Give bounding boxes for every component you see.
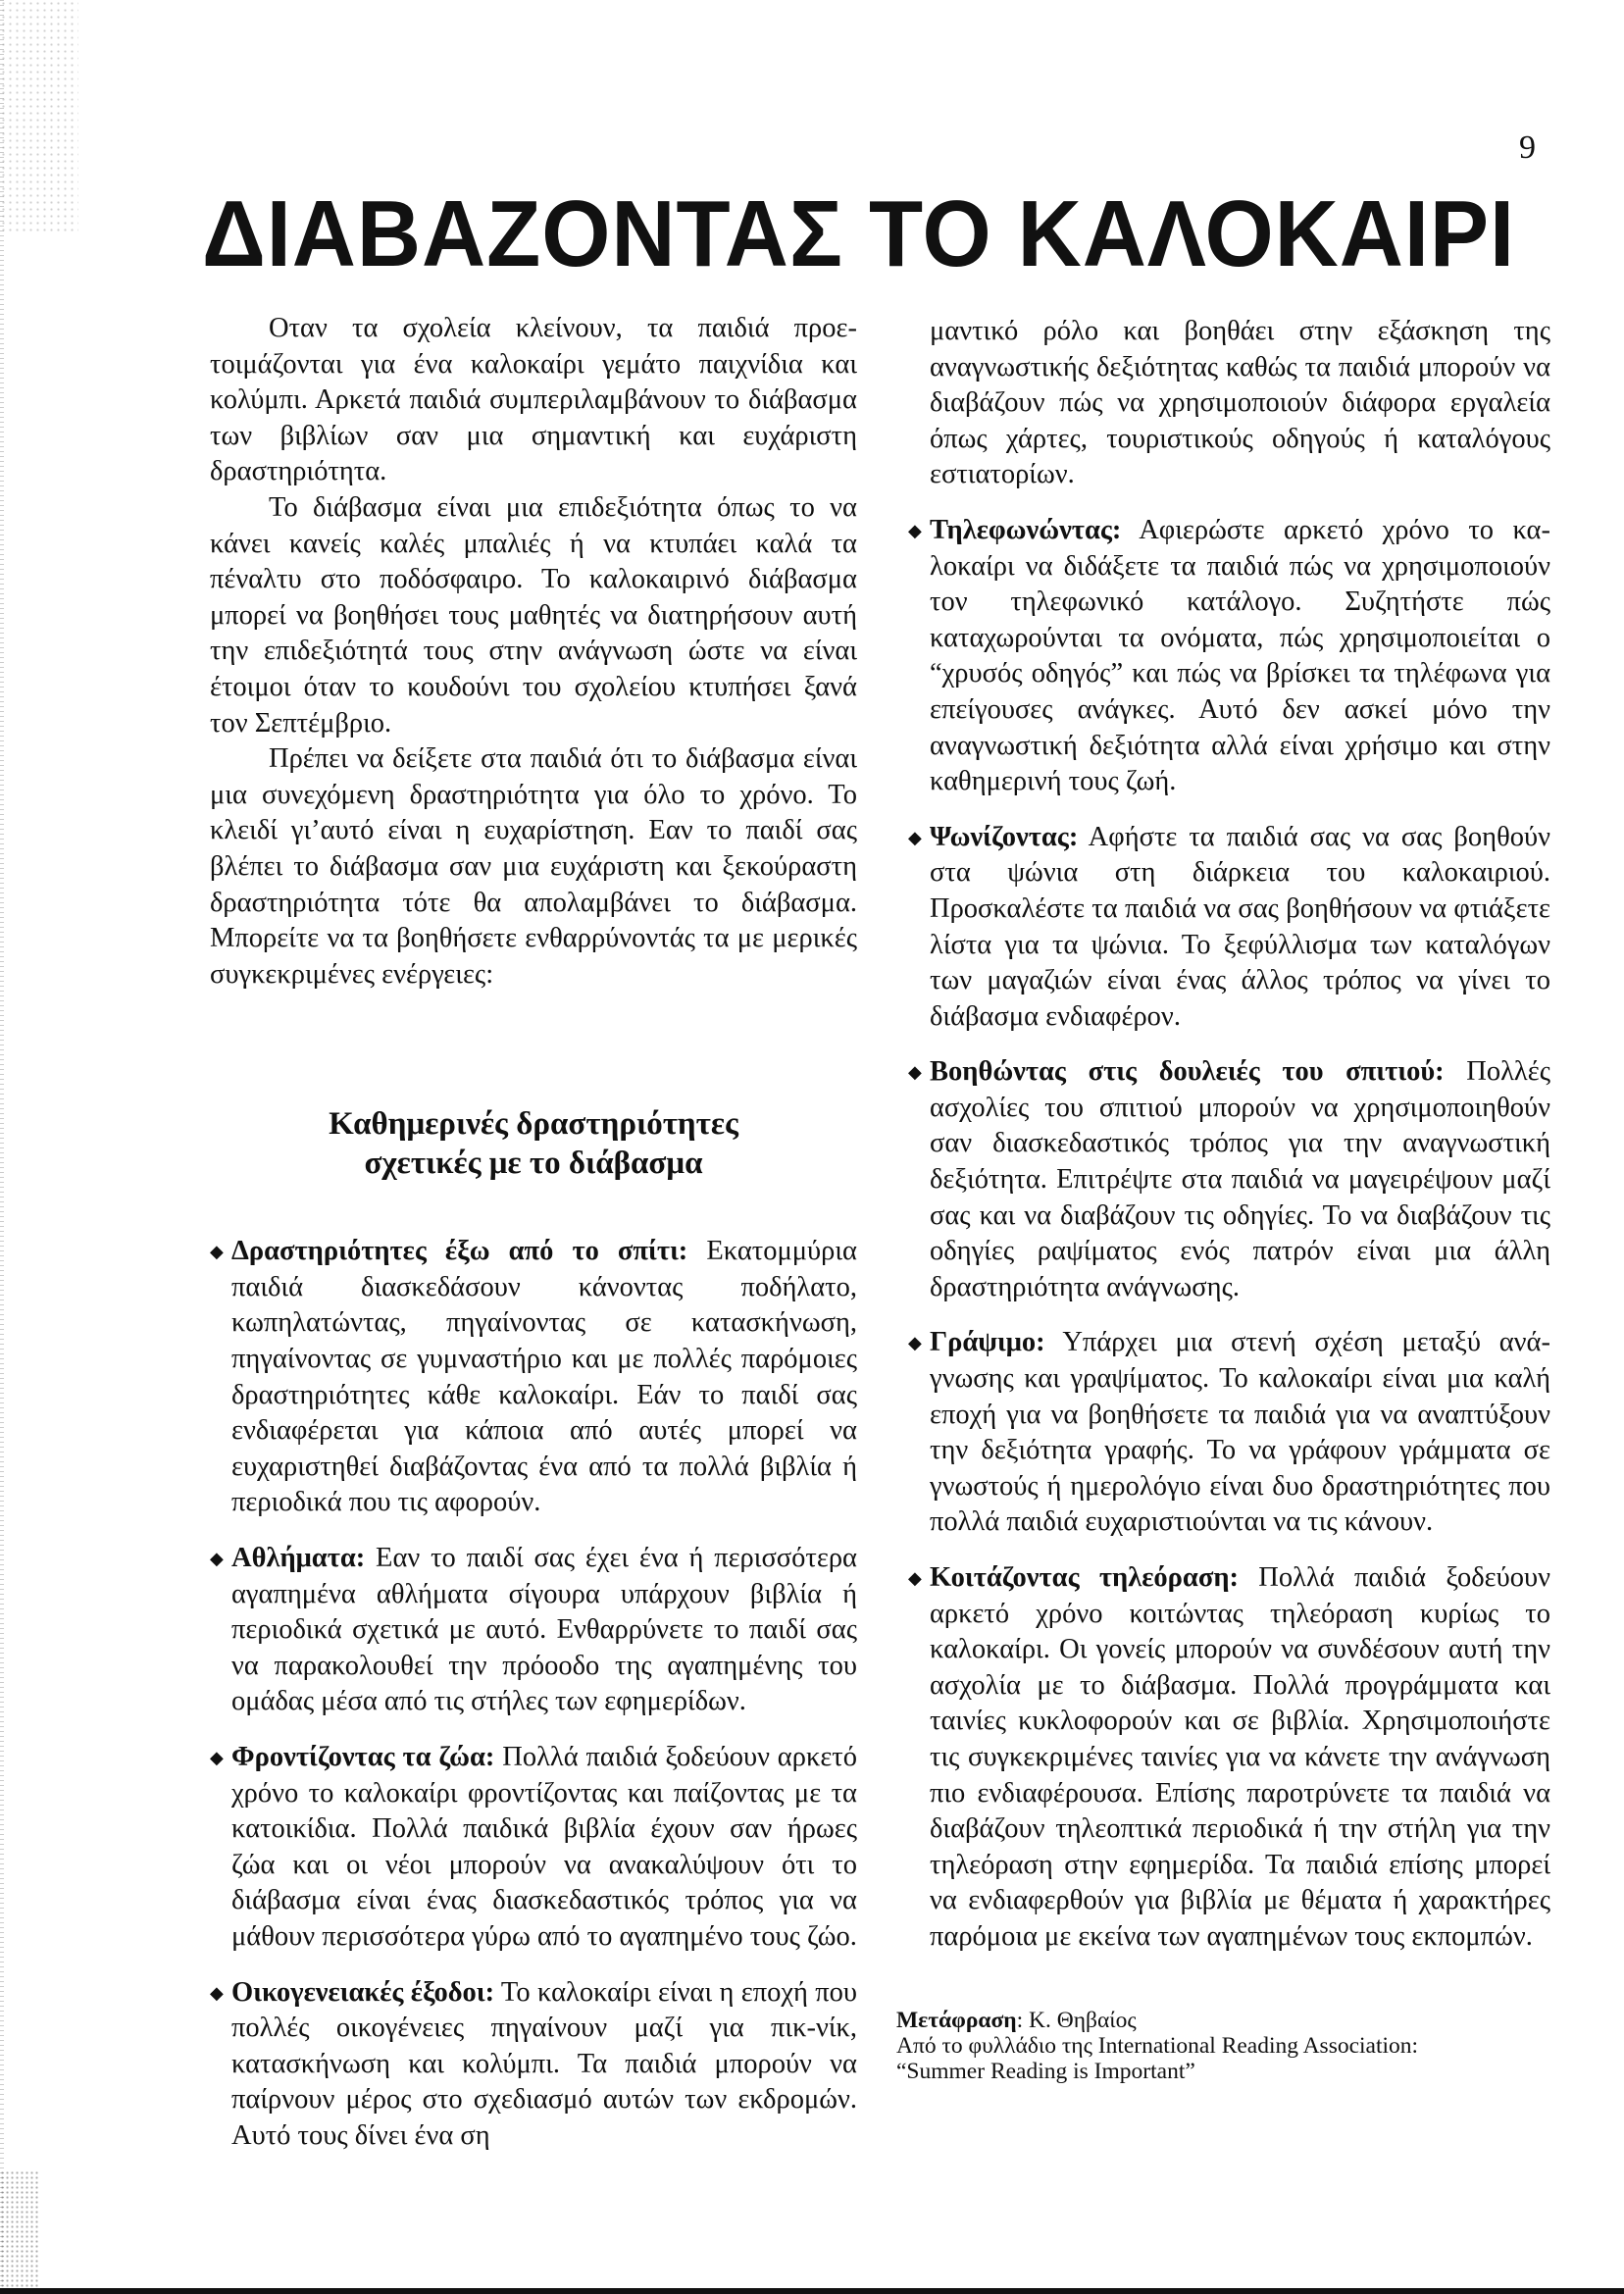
credits bbox=[896, 2008, 1573, 2084]
activity-label: Βοηθώντας στις δουλειές του σπιτιού: bbox=[930, 1056, 1445, 1088]
section-heading-line-2: σχετικές με το διάβασμα bbox=[364, 1146, 703, 1182]
page-title: ΔΙΑΒΑΖΟΝΤΑΣ ΤΟ ΚΑΛΟΚΑΙΡΙ bbox=[202, 181, 1516, 286]
activity-item-shopping bbox=[908, 820, 1550, 1036]
translator-name: : Κ. Θηβαίος bbox=[1016, 2008, 1137, 2033]
activity-text: Το καλοκαίρι είναι η εποχή που πολλές οικογένειες πηγαίνουν μαζί για πικ-νίκ, κατασκήνωση και κολύμπι. Τα παιδιά μπορούν να παίρνουν μέρος στο σχεδιασμό αυτών των εκδρομών. Αυτό τους δίνει ένα ση bbox=[231, 1976, 857, 2151]
diamond-bullet-icon: ◆ bbox=[908, 1568, 922, 1588]
activity-label: Τηλεφωνώντας: bbox=[930, 514, 1122, 545]
activity-text: Πολλά παιδιά ξοδεύουν αρκετό χρόνο το καλοκαίρι φροντίζοντας και παίζοντας με τα κατοικίδια. Πολλά παιδικά βιβλία έχουν σαν ήρωες ζώα και οι νέοι μπορούν να ανακαλύψουν ότι το διάβασμα είναι ένας διασκεδαστικός τρόπος για να μάθουν περισσότερα γύρω από το αγαπημένο τους ζώο. bbox=[231, 1742, 857, 1952]
left-column bbox=[210, 311, 857, 2174]
activity-item-phone bbox=[908, 513, 1550, 800]
diamond-bullet-icon: ◆ bbox=[908, 1333, 922, 1353]
activity-text: Πολλά παιδιά ξοδεύουν αρκετό χρόνο κοιτώντας τηλεόραση κυρίως το καλοκαίρι. Οι γονείς μπορούν να συνδέσουν αυτή την ασχολία με το διάβασμα. Πολλά προγράμματα και ταινίες κυκλοφορούν και σε βιβλία. Χρησιμοποιήστε τις συγκεκριμένες ταινίες για να κάνετε την ανάγνωση πιο ενδιαφέρουσα. Επίσης παροτρύνετε τα παιδιά να διαβάζουν τηλεοπτικά περιοδικά ή την στήλη για την τηλεόραση στην εφημερίδα. Τα παιδιά επίσης μπορεί να ενδιαφερθούν για βιβλία με θέματα ή χαρακτήρες παρόμοια με εκείνα των αγαπημένων τους εκπομπών. bbox=[930, 1562, 1550, 1952]
activity-item-television bbox=[908, 1560, 1550, 1956]
activity-item-family-trips bbox=[210, 1975, 857, 2155]
activity-text: Πολλές ασχολίες του σπιτιού μπορούν να χρησιμοποιηθούν σαν διασκεδαστικός τρόπος για την αναγνωστική δεξιότητα. Επιτρέψτε στα παιδιά να μαγειρέψουν μαζί σας και να διαβάζουν τις οδηγίες. Το να διαβάζουν τις οδηγίες ραψίματος ενός πατρόν είναι μια άλλη δραστηριότητα ανάγνωσης. bbox=[930, 1056, 1550, 1302]
scan-artifact-left-edge bbox=[0, 0, 4, 2294]
source-title: “Summer Reading is Important” bbox=[896, 2059, 1195, 2084]
activity-label: Αθλήματα: bbox=[231, 1543, 366, 1574]
activity-text: Εαν το παιδί σας έχει ένα ή περισσότερα αγαπημένα αθλήματα σίγουρα υπάρχουν βιβλία ή περιοδικά σχετικά με αυτό. Ενθαρρύνετε το παιδί σας να παρακολουθεί την πρόοοδο της αγαπημένης του ομάδας μέσα από τις στήλες των εφημερίδων. bbox=[231, 1543, 857, 1717]
activity-label: Ψωνίζοντας: bbox=[930, 821, 1079, 852]
section-heading bbox=[210, 1104, 857, 1183]
scan-artifact-top-left bbox=[0, 0, 78, 235]
diamond-bullet-icon: ◆ bbox=[210, 1549, 224, 1569]
right-column bbox=[908, 314, 1550, 1975]
continued-text: μαντικό ρόλο και βοηθάει στην εξάσκηση της αναγνωστικής δεξιότητας καθώς τα παιδιά μπορούν να διαβάζουν πώς να χρησιμοποιούν διάφορα εργαλεία όπως χάρτες, τουριστικούς οδηγούς ή καταλόγους εστιατορίων. bbox=[930, 316, 1550, 490]
activity-text: Εκατομμύρια παιδιά διασκεδάσουν κάνοντας ποδήλατο, κωπηλατώντας, πηγαίνοντας σε κατασκήνωση, πηγαίνοντας σε γυμναστήριο και με πολλές παρόμοιες δραστηριότητες κάθε καλοκαίρι. Εάν το παιδί σας ενδιαφέρεται για κάποια από αυτές μπορεί να ευχαριστηθεί διαβάζοντας ένα από τα πολλά βιβλία ή περιοδικά που τις αφορούν. bbox=[231, 1236, 857, 1518]
intro-paragraph: Οταν τα σχολεία κλείνουν, τα παιδιά προετοιμάζονται για ένα καλοκαίρι γεμάτο παιχνίδια και κολύμπι. Αρκετά παιδιά συμπεριλαμβάνουν το διάβασμα των βιβλίων σαν μια σημαντική και ευχάριστη δραστηριότητα. bbox=[210, 313, 857, 487]
diamond-bullet-icon: ◆ bbox=[908, 827, 922, 847]
activity-label: Οικογενειακές έξοδοι: bbox=[231, 1976, 495, 2008]
diamond-bullet-icon: ◆ bbox=[908, 1062, 922, 1083]
activity-label: Κοιτάζοντας τηλεόραση: bbox=[930, 1562, 1239, 1593]
activity-item-writing bbox=[908, 1325, 1550, 1541]
source-line: Από το φυλλάδιο της International Reading Association: bbox=[896, 2033, 1419, 2059]
activity-label: Δραστηριότητες έξω από το σπίτι: bbox=[231, 1236, 688, 1267]
activity-item-pets bbox=[210, 1740, 857, 1956]
section-heading-line-1: Καθημερινές δραστηριότητες bbox=[329, 1106, 738, 1143]
scan-artifact-bottom-edge bbox=[0, 2288, 1624, 2294]
activity-label: Γράψιμο: bbox=[930, 1327, 1045, 1358]
diamond-bullet-icon: ◆ bbox=[210, 1242, 224, 1262]
activity-text: Αφιερώστε αρκετό χρόνο το καλοκαίρι να διδάξετε τα παιδιά πώς να χρησιμοποιούν τον τηλεφωνικό κατάλογο. Συζητήστε πώς καταχωρούνται τα ονόματα, πώς χρησιμοποιείται ο “χρυσός οδηγός” και πώς να βρίσκει τα τηλέφωνα για επείγουσες ανάγκες. Αυτό δεν ασκεί μόνο την αναγνωστική δεξιότητα αλλά είναι χρήσιμο και στην καθημερινή τους ζωή. bbox=[930, 514, 1550, 797]
activity-label: Φροντίζοντας τα ζώα: bbox=[231, 1742, 495, 1772]
activity-text: Υπάρχει μια στενή σχέση μεταξύ ανάγνωσης και γραψίματος. Το καλοκαίρι είναι μια καλή εποχή για να βοηθήσετε τα παιδιά για να αναπτύξουν την δεξιότητα γραφής. Το να γράφουν γράμματα σε γνωστούς ή ημερολόγιο είναι δυο δραστηριότητες που πολλά παιδιά ευχαριστιούνται να τις κάνουν. bbox=[930, 1327, 1550, 1538]
activity-item-sports bbox=[210, 1541, 857, 1720]
diamond-bullet-icon: ◆ bbox=[908, 520, 922, 540]
diamond-bullet-icon: ◆ bbox=[210, 1982, 224, 2003]
activity-item-outdoor bbox=[210, 1234, 857, 1521]
intro-paragraph: Πρέπει να δείξετε στα παιδιά ότι το διάβασμα είναι μια συνεχόμενη δραστηριότητα για όλο το χρόνο. Το κλειδί γι’αυτό είναι η ευχαρίστηση. Εαν το παιδί σας βλέπει το διάβασμα σαν μια ευχάριστη και ξεκούραστη δραστηριότητα τότε θα απολαμβάνει το διάβασμα. Μπορείτε να τα βοηθήσετε ενθαρρύνοντάς τα με μερικές συγκεκριμένες ενέργειες: bbox=[210, 743, 857, 990]
translation-credit bbox=[896, 2008, 1573, 2033]
activity-text: Αφήστε τα παιδιά σας να σας βοηθούν στα ψώνια στη διάρκεια του καλοκαιριού. Προσκαλέστε τα παιδιά να σας βοηθήσουν να φτιάξετε λίστα για τα ψώνια. Το ξεφύλλισμα των καταλόγων των μαγαζιών είναι ένας άλλος τρόπος να γίνει το διάβασμα ενδιαφέρον. bbox=[930, 821, 1550, 1032]
diamond-bullet-icon: ◆ bbox=[210, 1748, 224, 1767]
scan-artifact-bottom-left bbox=[0, 2170, 39, 2288]
intro-paragraph: Το διάβασμα είναι μια επιδεξιότητα όπως το να κάνει κανείς καλές μπαλιές ή να κτυπάει καλά τα πέναλτυ στο ποδόσφαιρο. Το καλοκαιρινό διάβασμα μπορεί να βοηθήσει τους μαθητές να διατηρήσουν αυτή την επιδεξιότητά τους στην ανάγνωση ώστε να είναι έτοιμοι όταν το κουδούνι του σχολείου κτυπήσει ξανά τον Σεπτέμβριο. bbox=[210, 491, 857, 739]
activity-item-housework bbox=[908, 1054, 1550, 1305]
translation-label: Μετάφραση bbox=[896, 2008, 1017, 2033]
page-number: 9 bbox=[1519, 129, 1536, 166]
